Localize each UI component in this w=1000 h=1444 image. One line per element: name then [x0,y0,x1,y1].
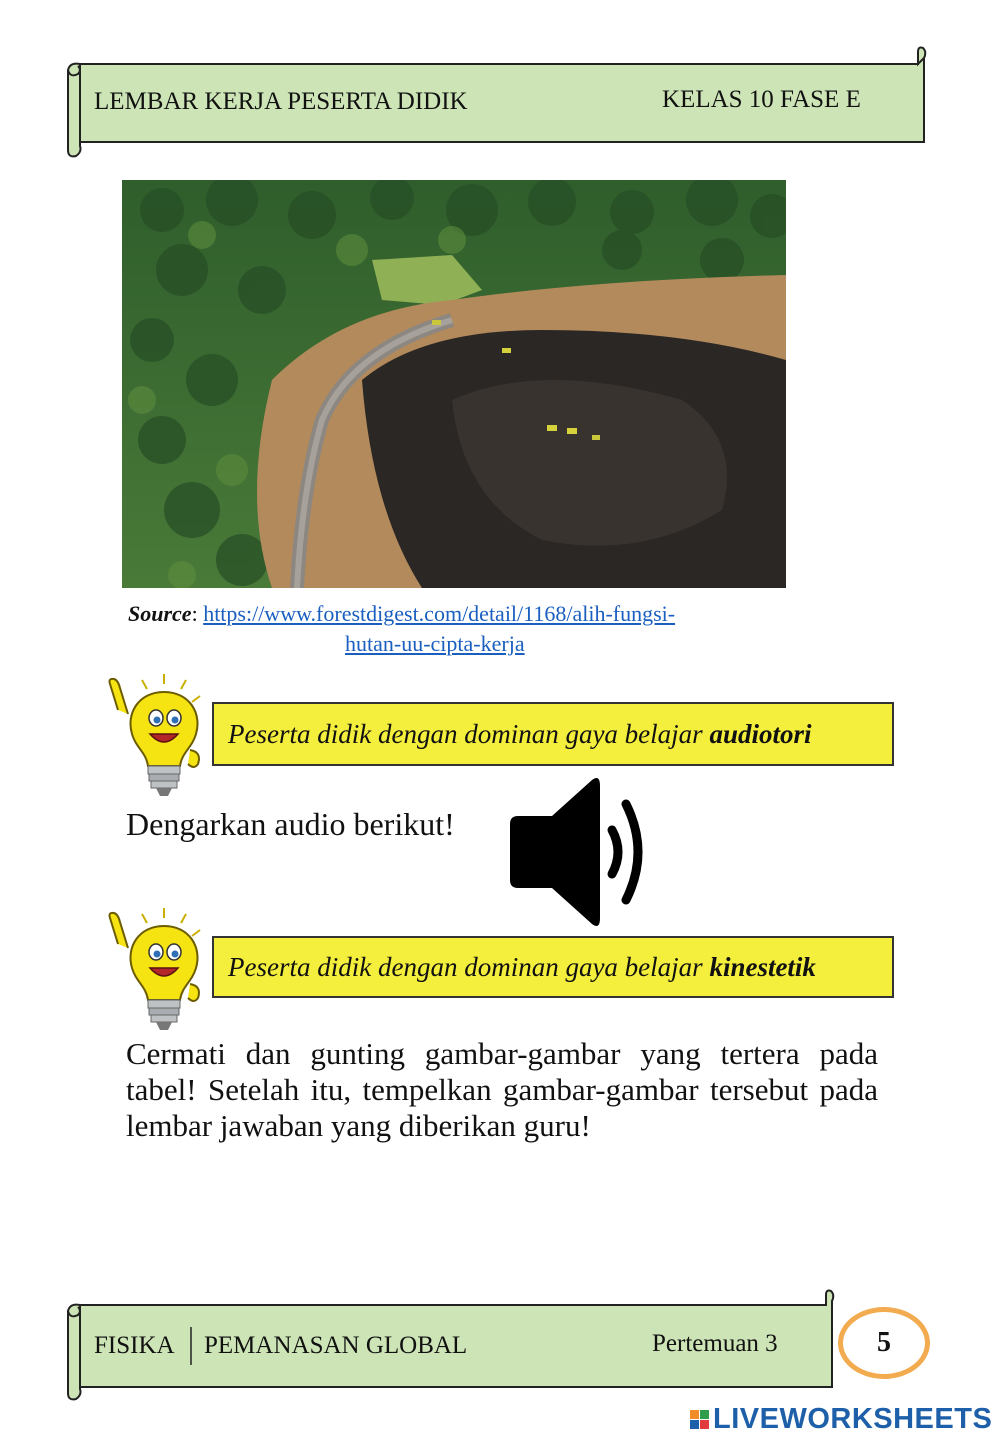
kinesthetic-learner-banner [212,936,894,998]
kinesthetic-banner-emphasis: kinestetik [709,951,816,982]
liveworksheets-squares-icon [690,1410,709,1429]
deforestation-mining-photo [122,180,786,588]
subject-label: FISIKA [94,1332,175,1359]
audio-learner-banner [212,702,894,766]
source-separator: : [191,601,198,626]
kinesthetic-banner-text: Peserta didik dengan dominan gaya belajar [228,951,710,982]
source-label: Source [128,601,192,626]
liveworksheets-brand: LIVEWORKSHEETS [713,1402,993,1435]
source-link-part1[interactable]: https://www.forestdigest.com/detail/1168/alih-fungsi- [203,601,676,626]
kinesthetic-instruction: Cermati dan gunting gambar-gambar yang tertera pada tabel! Setelah itu, tempelkan gambar-gambar tersebut pada lembar jawaban yang diberikan guru! [126,1036,878,1143]
topic-label: PEMANASAN GLOBAL [204,1332,468,1359]
liveworksheets-logo[interactable] [690,1402,992,1436]
page-number: 5 [838,1307,930,1379]
lightbulb-mascot-icon [98,670,208,798]
class-label: KELAS 10 FASE E [662,86,861,113]
meeting-label: Pertemuan 3 [652,1330,778,1357]
speaker-icon[interactable] [508,774,654,930]
source-link-part2[interactable]: hutan-uu-cipta-kerja [345,631,525,656]
worksheet-title: LEMBAR KERJA PESERTA DIDIK [94,88,468,115]
image-source [128,601,675,627]
lightbulb-mascot-icon [98,904,208,1032]
audio-instruction: Dengarkan audio berikut! [126,806,455,842]
audio-banner-text: Peserta didik dengan dominan gaya belajar [228,718,710,749]
audio-banner-emphasis: audiotori [709,718,812,749]
